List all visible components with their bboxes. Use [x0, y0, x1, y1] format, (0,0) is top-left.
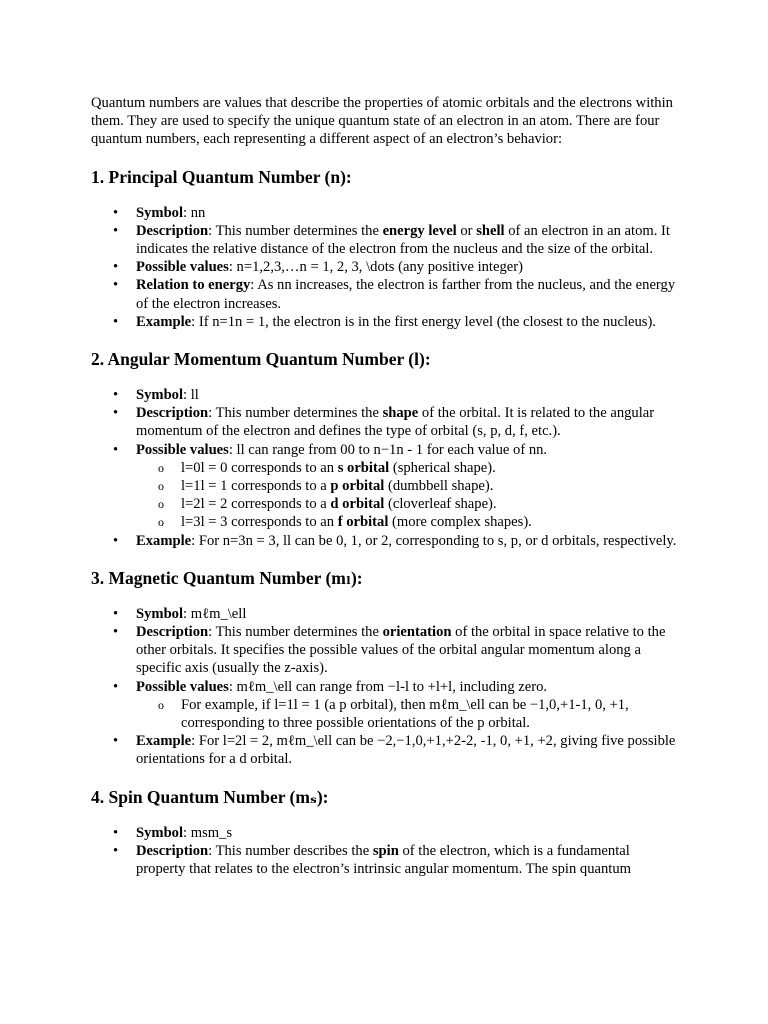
label: Symbol [136, 387, 184, 404]
text: : ll can range from 00 to n−1n - 1 for each value of nn. [228, 441, 548, 458]
text: : If n=1n = 1, the electron is in the first energy level (the closest to the nucleus). [191, 313, 656, 330]
emphasis: energy level [382, 222, 457, 239]
magnetic-list [91, 605, 681, 769]
text: (more complex shapes). [388, 514, 532, 531]
list-item [136, 623, 681, 678]
text: : This number describes the [208, 842, 373, 859]
document-body [91, 94, 681, 878]
label: Description [136, 222, 209, 239]
label: Possible values [136, 678, 229, 695]
text: l=0l = 0 corresponds to an [181, 459, 338, 476]
list-item [136, 732, 681, 768]
text: : msm_s [183, 824, 233, 841]
text: l=3l = 3 corresponds to an [181, 514, 338, 531]
label: Description [136, 624, 209, 641]
text: (dumbbell shape). [384, 478, 494, 495]
angular-list [91, 386, 681, 550]
emphasis: spin [372, 842, 399, 859]
label: Example [136, 733, 192, 750]
label: Example [136, 532, 192, 549]
emphasis: d orbital [330, 496, 385, 513]
sub-list-item [181, 513, 681, 531]
text: of an electron in an atom. It indicates the relative distance of the electron from the nucleus and the size of the orbital. [136, 222, 670, 258]
list-item [136, 678, 681, 733]
text: of the electron, which is a fundamental property that relates to the electron’s intrinsic angular momentum. The spin quantum [136, 842, 631, 878]
emphasis: s orbital [337, 459, 390, 476]
label: Description [136, 842, 209, 859]
heading-principal-quantum-number: 1. Principal Quantum Number (n): [91, 166, 352, 187]
emphasis: p orbital [330, 478, 385, 495]
list-item [136, 605, 681, 623]
text: : mℓm_\ell [183, 605, 247, 622]
emphasis: orientation [382, 624, 452, 641]
text: : n=1,2,3,…n = 1, 2, 3, \dots (any positive integer) [228, 259, 523, 276]
list-item [136, 258, 681, 276]
label: Symbol [136, 204, 184, 221]
text: (cloverleaf shape). [384, 496, 497, 513]
intro-paragraph: Quantum numbers are values that describe the properties of atomic orbitals and the electrons within them. They are used to specify the unique quantum state of an electron in an atom. There are four quantum numbers, each representing a different aspect of an electron’s behavior: [91, 95, 673, 148]
label: Relation to energy [136, 277, 251, 294]
text: : For l=2l = 2, mℓm_\ell can be −2,−1,0,+1,+2-2, -1, 0, +1, +2, giving five possible orientations for a d orbital. [136, 733, 676, 768]
text: l=1l = 1 corresponds to a [181, 478, 331, 495]
sub-list-item [181, 495, 681, 513]
list-item [136, 441, 681, 532]
text: of the orbital in space relative to the other orbitals. It specifies the possible values of the orbital angular momentum along a specific axis (usually the z-axis). [136, 624, 666, 677]
text: of the orbital. It is related to the angular momentum of the electron and defines the type of orbital (s, p, d, f, etc.). [136, 405, 655, 440]
emphasis: shell [476, 222, 505, 239]
spin-list [91, 824, 681, 879]
principal-list [91, 204, 681, 331]
list-item [136, 276, 681, 312]
label: Possible values [136, 441, 229, 458]
heading-spin-quantum-number: 4. Spin Quantum Number (mₛ): [91, 786, 329, 807]
text: : nn [183, 204, 206, 221]
list-item [136, 313, 681, 331]
heading-magnetic-quantum-number: 3. Magnetic Quantum Number (mₗ): [91, 567, 363, 588]
label: Description [136, 405, 209, 422]
text: or [456, 222, 477, 239]
list-item [136, 204, 681, 222]
text: l=2l = 2 corresponds to a [181, 496, 331, 513]
list-item [136, 842, 681, 878]
sub-list-item: o For example, if l=1l = 1 (a p orbital), then mℓm_\ell can be −1,0,+1-1, 0, +1, corresponding to three possible orientations of the p orbital. [181, 696, 681, 732]
text: : mℓm_\ell can range from −l-l to +l+l, including zero. [228, 678, 548, 695]
list-item [136, 532, 681, 550]
orbital-types-sublist [136, 459, 681, 532]
text: : This number determines the [208, 624, 383, 641]
text: : As nn increases, the electron is farther from the nucleus, and the energy of the electron increases. [136, 277, 676, 312]
magnetic-example-sublist [136, 696, 681, 732]
sub-list-item [181, 459, 681, 477]
list-item [136, 824, 681, 842]
label: Symbol [136, 824, 184, 841]
label: Possible values [136, 259, 229, 276]
emphasis: f orbital [337, 514, 389, 531]
list-item [136, 404, 681, 440]
emphasis: shape [382, 405, 419, 422]
text: : ll [183, 387, 199, 404]
sub-list-item [181, 477, 681, 495]
label: Example [136, 313, 192, 330]
label: Symbol [136, 605, 184, 622]
heading-angular-momentum-quantum-number: 2. Angular Momentum Quantum Number (l): [91, 349, 431, 370]
text: (spherical shape). [389, 459, 496, 476]
list-item [136, 222, 681, 258]
text: : This number determines the [208, 405, 383, 422]
text: : This number determines the [208, 222, 383, 239]
list-item [136, 386, 681, 404]
text: : For n=3n = 3, ll can be 0, 1, or 2, corresponding to s, p, or d orbitals, respectively. [191, 532, 677, 549]
